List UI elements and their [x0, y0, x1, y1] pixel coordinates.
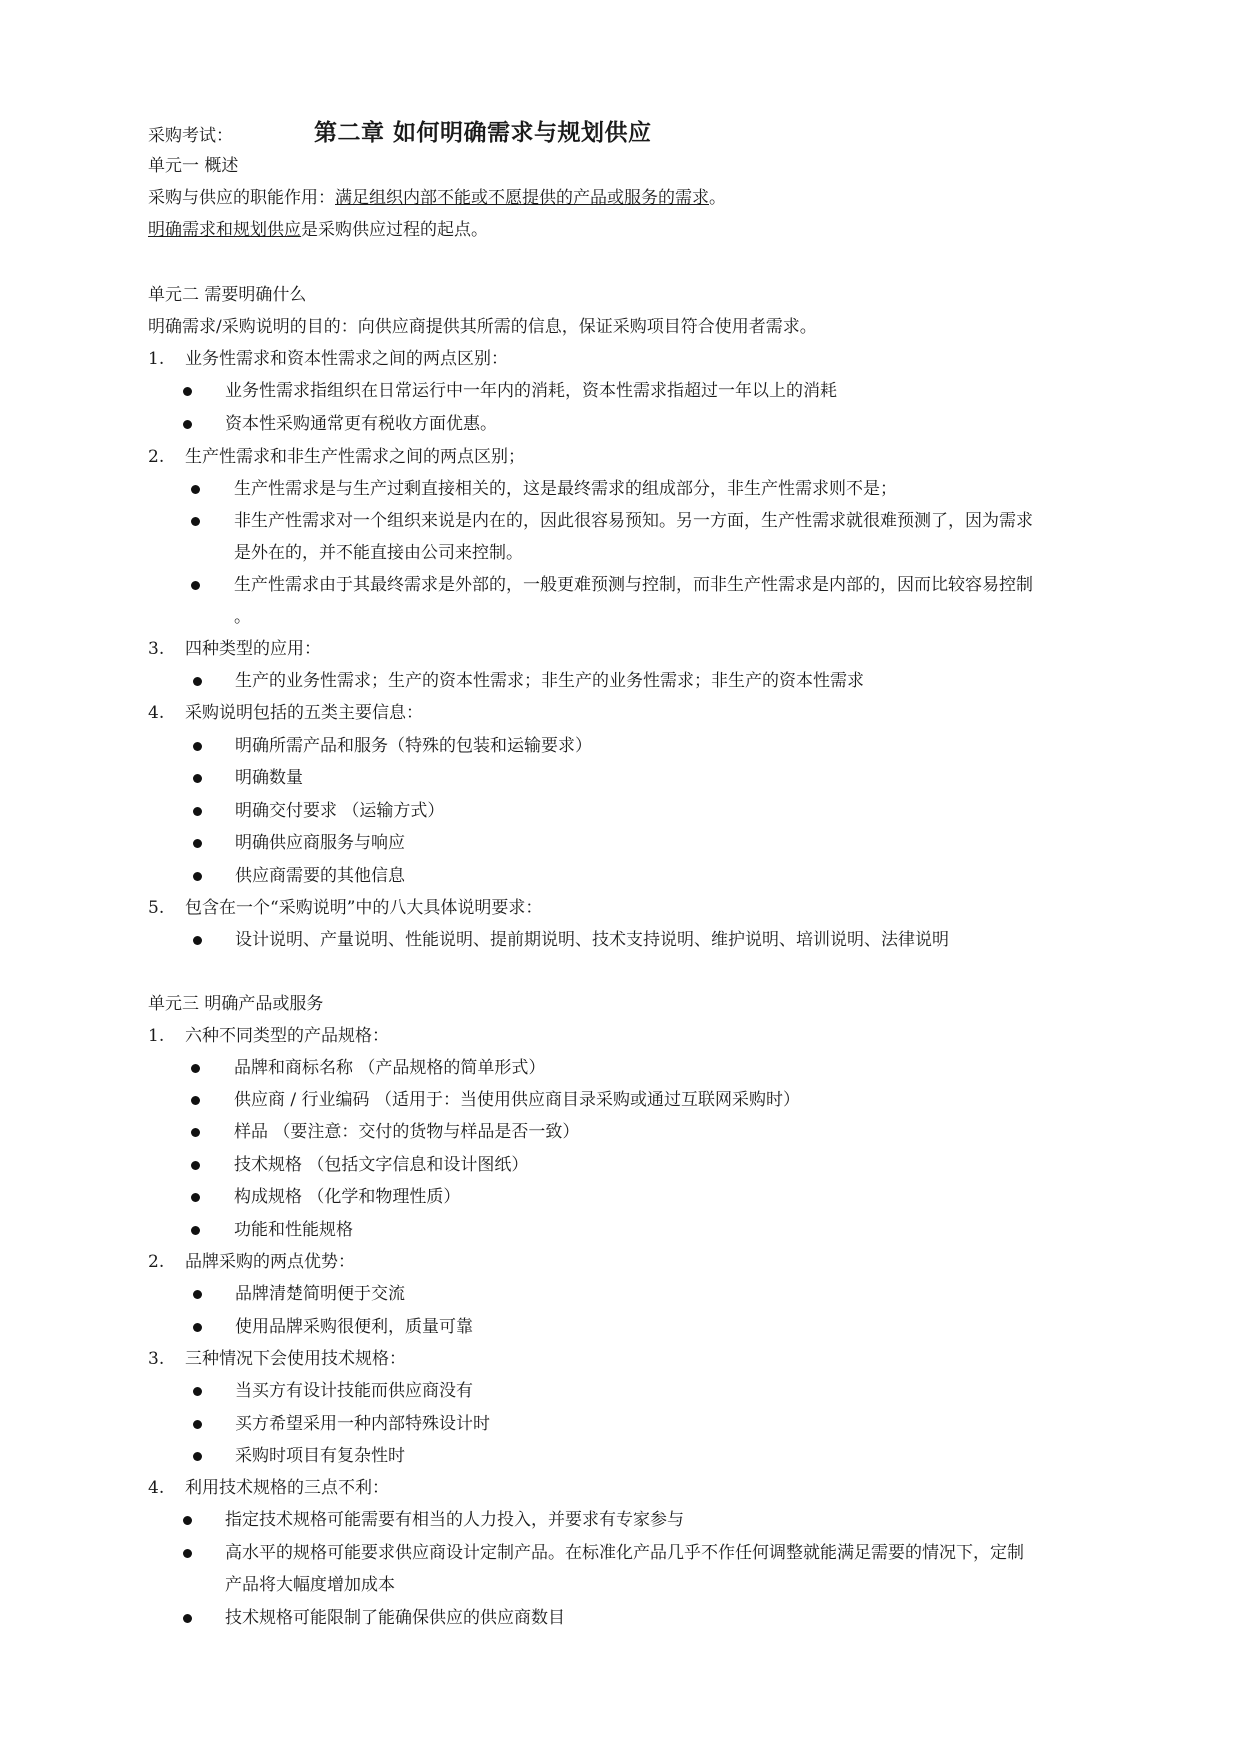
item-number: 3.: [148, 639, 165, 659]
item-number: 1.: [148, 349, 165, 369]
item-text: 业务性需求和资本性需求之间的两点区别：: [185, 349, 508, 369]
item-text: 品牌采购的两点优势：: [185, 1252, 355, 1272]
item-number: 3.: [148, 1349, 165, 1369]
item-text: 生产性需求和非生产性需求之间的两点区别；: [185, 447, 525, 467]
item-number: 4.: [148, 703, 165, 723]
bullet-text: 采购时项目有复杂性时: [235, 1446, 405, 1466]
unit2-intro: 明确需求/采购说明的目的：向供应商提供其所需的信息，保证采购项目符合使用者需求。: [148, 317, 817, 337]
bullet-icon: [193, 677, 202, 686]
item-number: 1.: [148, 1026, 165, 1046]
bullet-text: 构成规格 （化学和物理性质）: [234, 1187, 461, 1207]
bullet-icon: [193, 839, 202, 848]
bullet-text: 当买方有设计技能而供应商没有: [235, 1381, 473, 1401]
bullet-continuation: 。: [234, 607, 251, 627]
bullet-text: 生产性需求由于其最终需求是外部的，一般更难预测与控制，而非生产性需求是内部的，因而比较容易控制: [234, 575, 1033, 595]
bullet-icon: [191, 485, 200, 494]
item-text: 六种不同类型的产品规格：: [185, 1026, 389, 1046]
p2-underlined: 明确需求和规划供应: [148, 220, 301, 240]
item-number: 2.: [148, 1252, 165, 1272]
bullet-text: 设计说明、产量说明、性能说明、提前期说明、技术支持说明、维护说明、培训说明、法律说明: [235, 930, 949, 950]
bullet-continuation: 产品将大幅度增加成本: [225, 1575, 395, 1595]
bullet-text: 技术规格 （包括文字信息和设计图纸）: [234, 1155, 529, 1175]
unit1-paragraph-1: [148, 186, 726, 210]
bullet-icon: [193, 1452, 202, 1461]
bullet-icon: [183, 1614, 192, 1623]
bullet-icon: [191, 1161, 200, 1170]
bullet-text: 生产性需求是与生产过剩直接相关的，这是最终需求的组成部分，非生产性需求则不是；: [234, 479, 897, 499]
bullet-text: 样品 （要注意：交付的货物与样品是否一致）: [234, 1122, 580, 1142]
item-text: 三种情况下会使用技术规格：: [185, 1349, 406, 1369]
p2-suffix: 是采购供应过程的起点。: [301, 220, 488, 240]
bullet-text: 供应商 / 行业编码 （适用于：当使用供应商目录采购或通过互联网采购时）: [234, 1090, 800, 1110]
unit3-heading: 单元三 明确产品或服务: [148, 994, 324, 1014]
item-number: 2.: [148, 447, 165, 467]
p1-suffix: 。: [709, 188, 726, 208]
unit1-heading: 单元一 概述: [148, 156, 239, 176]
bullet-icon: [193, 742, 202, 751]
bullet-text: 明确交付要求 （运输方式）: [235, 801, 445, 821]
item-number: 4.: [148, 1478, 165, 1498]
bullet-icon: [193, 1420, 202, 1429]
bullet-icon: [183, 420, 192, 429]
bullet-icon: [183, 1549, 192, 1558]
bullet-text: 明确供应商服务与响应: [235, 833, 405, 853]
bullet-text: 功能和性能规格: [234, 1220, 353, 1240]
p1-underlined: 满足组织内部不能或不愿提供的产品或服务的需求: [335, 188, 709, 208]
bullet-icon: [191, 1193, 200, 1202]
exam-label: 采购考试：: [148, 126, 233, 146]
bullet-icon: [183, 387, 192, 396]
unit1-paragraph-2: [148, 218, 488, 242]
p1-prefix: 采购与供应的职能作用：: [148, 188, 335, 208]
bullet-text: 品牌和商标名称 （产品规格的简单形式）: [234, 1058, 546, 1078]
bullet-text: 生产的业务性需求；生产的资本性需求；非生产的业务性需求；非生产的资本性需求: [235, 671, 864, 691]
chapter-title: 第二章 如何明确需求与规划供应: [314, 119, 652, 146]
bullet-text: 买方希望采用一种内部特殊设计时: [235, 1414, 490, 1434]
bullet-text: 使用品牌采购很便利，质量可靠: [235, 1317, 473, 1337]
bullet-continuation: 是外在的，并不能直接由公司来控制。: [234, 543, 523, 563]
bullet-icon: [191, 1226, 200, 1235]
bullet-icon: [193, 872, 202, 881]
bullet-icon: [191, 1064, 200, 1073]
bullet-icon: [193, 807, 202, 816]
bullet-icon: [191, 517, 200, 526]
bullet-text: 品牌清楚简明便于交流: [235, 1284, 405, 1304]
bullet-text: 非生产性需求对一个组织来说是内在的，因此很容易预知。另一方面，生产性需求就很难预测了，因为需求: [234, 511, 1033, 531]
bullet-icon: [191, 1128, 200, 1137]
bullet-icon: [191, 581, 200, 590]
bullet-text: 明确所需产品和服务（特殊的包装和运输要求）: [235, 736, 592, 756]
bullet-icon: [193, 936, 202, 945]
bullet-icon: [193, 1290, 202, 1299]
item-text: 利用技术规格的三点不利：: [185, 1478, 389, 1498]
bullet-icon: [193, 1323, 202, 1332]
item-text: 采购说明包括的五类主要信息：: [185, 703, 423, 723]
unit2-heading: 单元二 需要明确什么: [148, 285, 307, 305]
bullet-text: 明确数量: [235, 768, 303, 788]
bullet-text: 业务性需求指组织在日常运行中一年内的消耗，资本性需求指超过一年以上的消耗: [225, 381, 837, 401]
bullet-text: 资本性采购通常更有税收方面优惠。: [225, 414, 497, 434]
bullet-icon: [191, 1096, 200, 1105]
bullet-icon: [183, 1516, 192, 1525]
item-text: 包含在一个“采购说明”中的八大具体说明要求：: [185, 898, 543, 918]
bullet-text: 供应商需要的其他信息: [235, 866, 405, 886]
item-text: 四种类型的应用：: [185, 639, 321, 659]
bullet-text: 技术规格可能限制了能确保供应的供应商数目: [225, 1608, 565, 1628]
item-number: 5.: [148, 898, 165, 918]
bullet-icon: [193, 774, 202, 783]
bullet-text: 高水平的规格可能要求供应商设计定制产品。在标准化产品几乎不作任何调整就能满足需要的情况下，定制: [225, 1543, 1024, 1563]
bullet-icon: [193, 1387, 202, 1396]
bullet-text: 指定技术规格可能需要有相当的人力投入，并要求有专家参与: [225, 1510, 684, 1530]
